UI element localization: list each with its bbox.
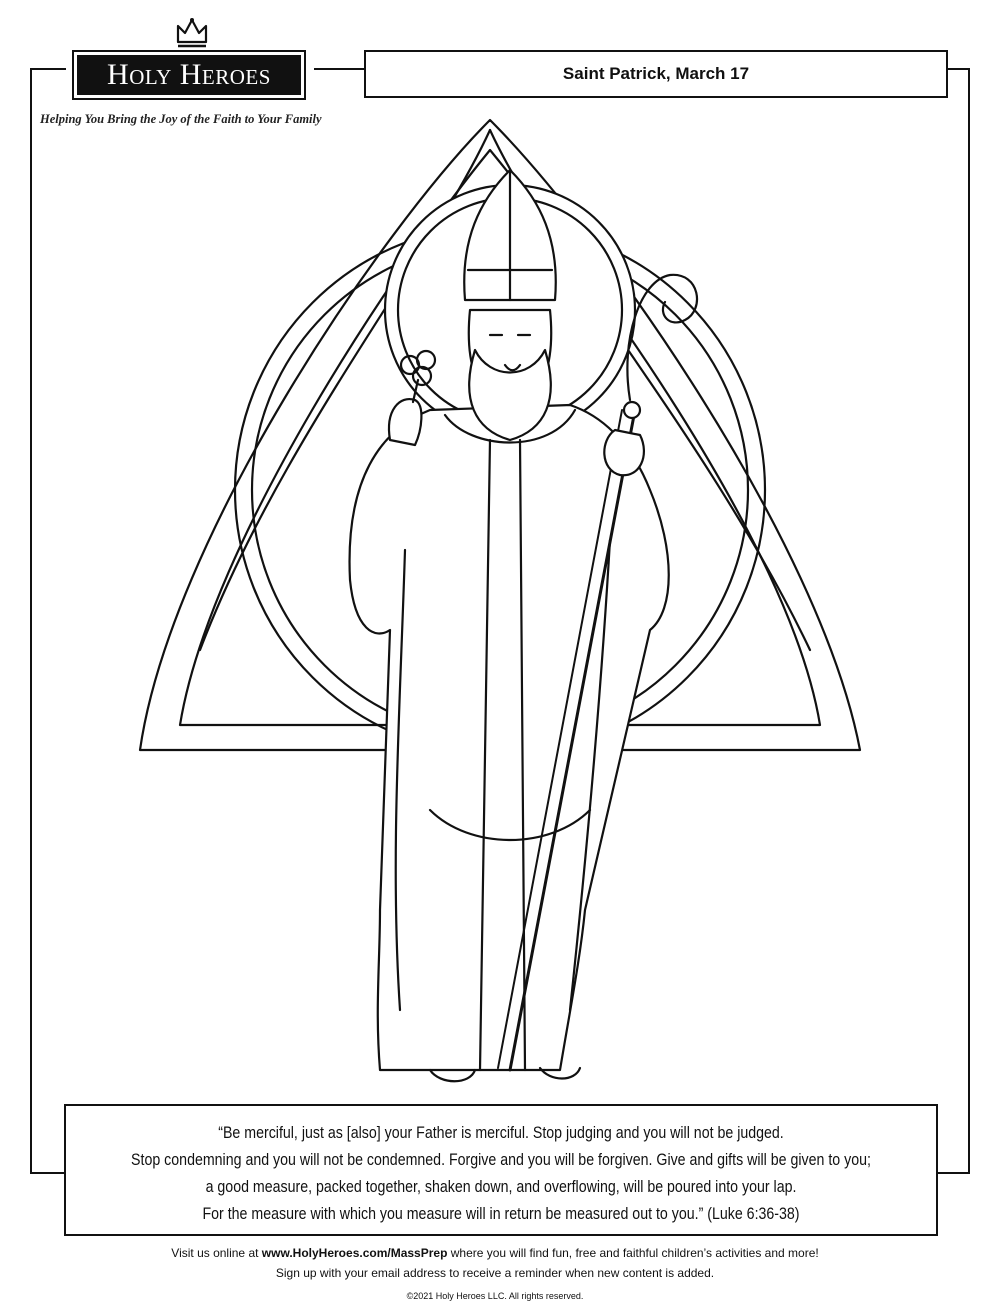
footer-copyright: ©2021 Holy Heroes LLC. All rights reserved. [406,1291,584,1301]
logo-frame [72,50,306,100]
scripture-quote-box [64,1104,938,1236]
quote-line: Stop condemning and you will not be condemned. Forgive and you will be forgiven. Give and gifts will be given to you; [131,1151,871,1169]
footer-visit-suffix: where you will find fun, free and faithful children’s activities and more! [447,1246,819,1260]
footer-visit [0,1246,990,1260]
logo [66,14,314,106]
tagline: Helping You Bring the Joy of the Faith to Your Family [40,112,322,126]
quote-line: “Be merciful, just as [also] your Father is merciful. Stop judging and you will not be judged. [218,1124,784,1142]
crown-icon [174,16,210,50]
quote-line: For the measure with which you measure will in return be measured out to you.” (Luke 6:36-38) [202,1205,800,1223]
footer-signup: Sign up with your email address to receive a reminder when new content is added. [275,1266,715,1280]
quote-line: a good measure, packed together, shaken down, and overflowing, will be poured into your lap. [205,1178,797,1196]
page-title: Saint Patrick, March 17 [562,64,750,83]
saint-patrick-illustration [130,110,870,1090]
footer-link[interactable]: www.HolyHeroes.com/MassPrep [261,1246,448,1260]
footer-visit-prefix: Visit us online at [171,1246,262,1260]
title-box [364,50,948,98]
logo-text: Holy Heroes [107,58,271,91]
